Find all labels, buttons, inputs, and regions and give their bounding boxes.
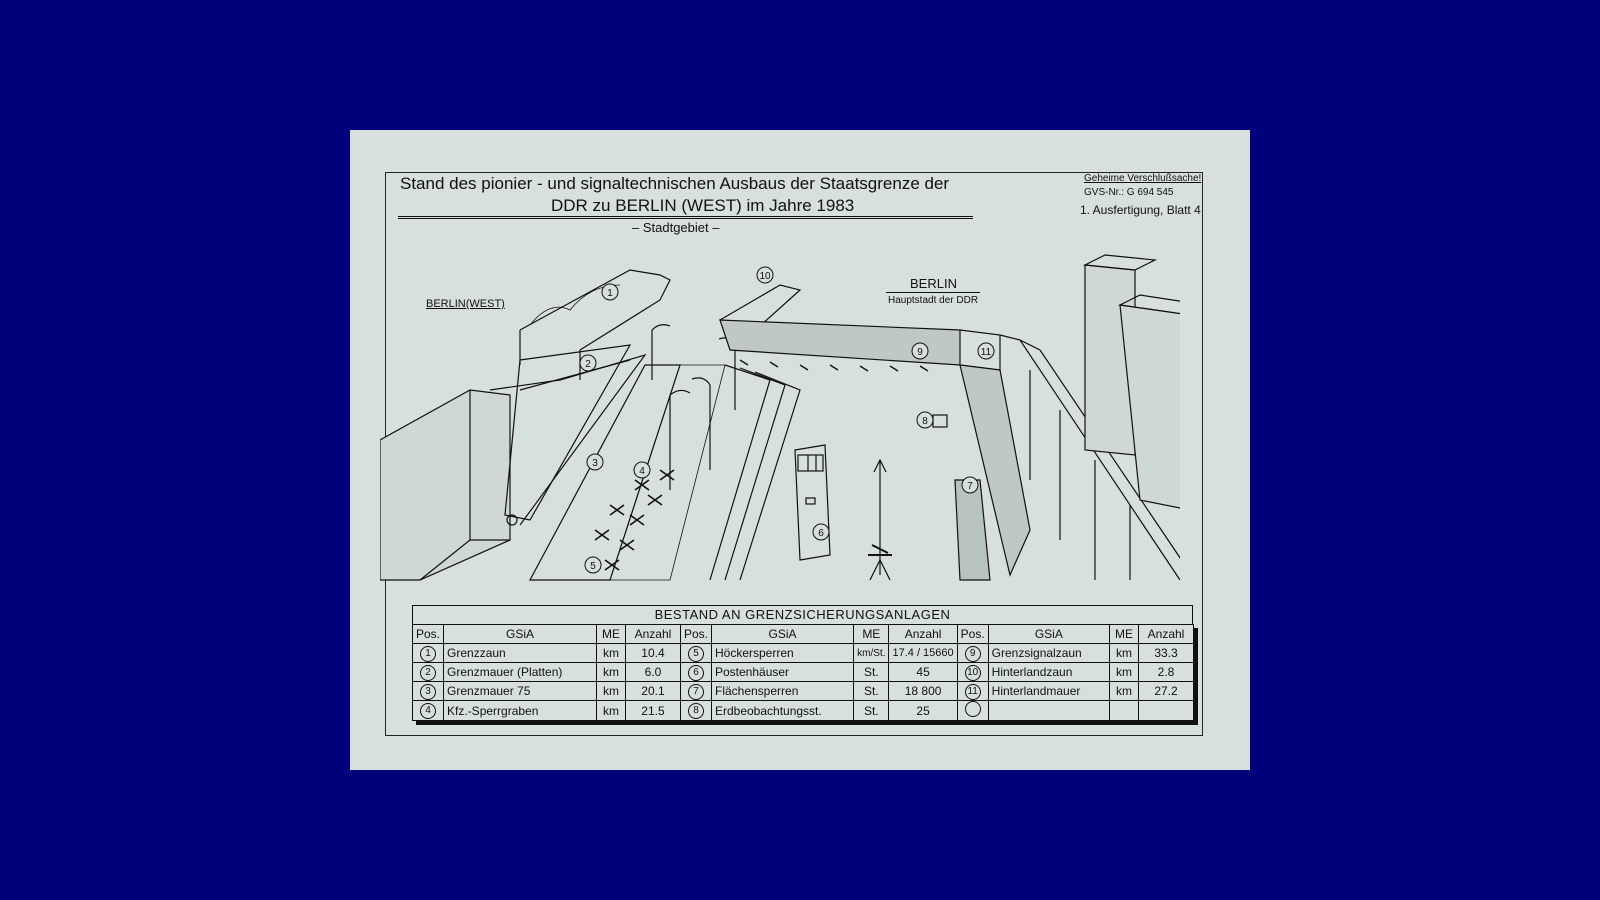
pos-marker: 3 [420, 684, 436, 700]
item-value [1139, 701, 1194, 721]
erdbeobachtung [933, 415, 947, 427]
item-unit: St. [854, 682, 889, 701]
marker-6 [813, 524, 829, 540]
item-unit: km [596, 644, 625, 663]
table-row [413, 644, 1194, 663]
item-unit: St. [854, 663, 889, 682]
item-name: Kfz.-Sperrgraben [444, 701, 597, 721]
item-name: Postenhäuser [711, 663, 853, 682]
pos-marker: 9 [965, 646, 981, 662]
item-value: 21.5 [625, 701, 680, 721]
label-capital: Hauptstadt der DDR [888, 295, 979, 306]
item-name: Hinterlandmauer [988, 682, 1109, 701]
marker-10 [757, 267, 773, 283]
item-unit: St. [854, 701, 889, 721]
item-value: 18 800 [889, 682, 957, 701]
svg-text:5: 5 [590, 561, 596, 572]
item-unit: km [596, 701, 625, 721]
col-pos: Pos. [680, 625, 711, 644]
item-name [988, 701, 1109, 721]
signal-mast [868, 460, 892, 580]
table-row [413, 682, 1194, 701]
label-berlin: BERLIN [910, 276, 957, 291]
col-anzahl: Anzahl [1139, 625, 1194, 644]
item-name: Grenzmauer (Platten) [444, 663, 597, 682]
pos-marker: 2 [420, 665, 436, 681]
svg-text:7: 7 [967, 481, 973, 492]
item-value: 6.0 [625, 663, 680, 682]
item-value: 33.3 [1139, 644, 1194, 663]
svg-text:4: 4 [639, 466, 645, 477]
svg-text:8: 8 [922, 416, 928, 427]
item-value: 2.8 [1139, 663, 1194, 682]
col-pos: Pos. [413, 625, 444, 644]
pos-marker: 10 [965, 665, 981, 681]
item-unit: km/St. [854, 644, 889, 663]
col-me: ME [1110, 625, 1139, 644]
marker-9 [912, 343, 928, 359]
marker-2 [580, 355, 596, 371]
item-name: Grenzsignalzaun [988, 644, 1109, 663]
marker-1 [602, 284, 618, 300]
item-unit [1110, 701, 1139, 721]
col-anzahl: Anzahl [625, 625, 680, 644]
lamp-posts [652, 325, 735, 490]
col-anzahl: Anzahl [889, 625, 957, 644]
item-value: 25 [889, 701, 957, 721]
col-me: ME [596, 625, 625, 644]
border-illustration [380, 240, 1180, 605]
document-sheet [350, 130, 1250, 770]
table-title: BESTAND AN GRENZSICHERUNGSANLAGEN [412, 605, 1193, 624]
item-value: 27.2 [1139, 682, 1194, 701]
marker-3 [587, 454, 603, 470]
svg-text:1: 1 [607, 288, 613, 299]
svg-text:11: 11 [980, 347, 992, 358]
marker-4 [634, 462, 650, 478]
item-value: 45 [889, 663, 957, 682]
item-value: 10.4 [625, 644, 680, 663]
title-underline [398, 216, 973, 219]
pos-marker: 1 [420, 646, 436, 662]
table-header-row [413, 625, 1194, 644]
item-name: Grenzmauer 75 [444, 682, 597, 701]
classification-label: Geheime Verschlußsache! [1084, 173, 1202, 184]
item-name: Hinterlandzaun [988, 663, 1109, 682]
item-name: Höckersperren [711, 644, 853, 663]
inventory-table [412, 624, 1194, 721]
label-berlin-west: BERLIN(WEST) [426, 298, 505, 310]
item-unit: km [1110, 663, 1139, 682]
title-line-1: Stand des pionier - und signaltechnischen Ausbaus der Staatsgrenze der [400, 174, 950, 193]
marker-7 [962, 477, 978, 493]
pos-marker: 7 [688, 684, 704, 700]
pos-marker: 8 [688, 703, 704, 719]
pos-marker: 5 [688, 646, 704, 662]
flaechensperren [955, 480, 990, 580]
pos-marker-empty [965, 701, 981, 717]
classification-number: GVS-Nr.: G 694 545 [1084, 187, 1174, 198]
hoeckersperren [595, 470, 674, 570]
postenhaus [795, 445, 830, 560]
col-gsia: GSiA [444, 625, 597, 644]
item-unit: km [1110, 682, 1139, 701]
svg-text:9: 9 [917, 347, 923, 358]
col-gsia: GSiA [711, 625, 853, 644]
pos-marker: 4 [420, 703, 436, 719]
item-value: 20.1 [625, 682, 680, 701]
item-unit: km [596, 682, 625, 701]
item-name: Erdbeobachtungsst. [711, 701, 853, 721]
classification-copy: 1. Ausfertigung, Blatt 4 [1080, 203, 1201, 217]
west-building [380, 390, 510, 580]
grenzmauer [490, 345, 645, 525]
marker-8 [917, 412, 933, 428]
svg-text:2: 2 [585, 359, 591, 370]
marker-5 [585, 557, 601, 573]
label-underline [886, 292, 980, 293]
item-unit: km [1110, 644, 1139, 663]
item-name: Grenzzaun [444, 644, 597, 663]
item-value: 17.4 / 15660 [889, 644, 957, 663]
svg-text:3: 3 [592, 458, 598, 469]
table-row [413, 701, 1194, 721]
pos-marker: 11 [965, 684, 981, 700]
item-name: Flächensperren [711, 682, 853, 701]
col-me: ME [854, 625, 889, 644]
east-buildings [1085, 255, 1180, 510]
col-gsia: GSiA [988, 625, 1109, 644]
subtitle: – Stadtgebiet – [632, 220, 720, 235]
patrol-road [710, 365, 800, 580]
svg-text:10: 10 [759, 271, 771, 282]
pos-marker: 6 [688, 665, 704, 681]
svg-text:6: 6 [818, 528, 824, 539]
item-unit: km [596, 663, 625, 682]
title-line-2: DDR zu BERLIN (WEST) im Jahre 1983 [551, 196, 855, 215]
marker-11 [978, 343, 994, 359]
table-row [413, 663, 1194, 682]
col-pos: Pos. [957, 625, 988, 644]
